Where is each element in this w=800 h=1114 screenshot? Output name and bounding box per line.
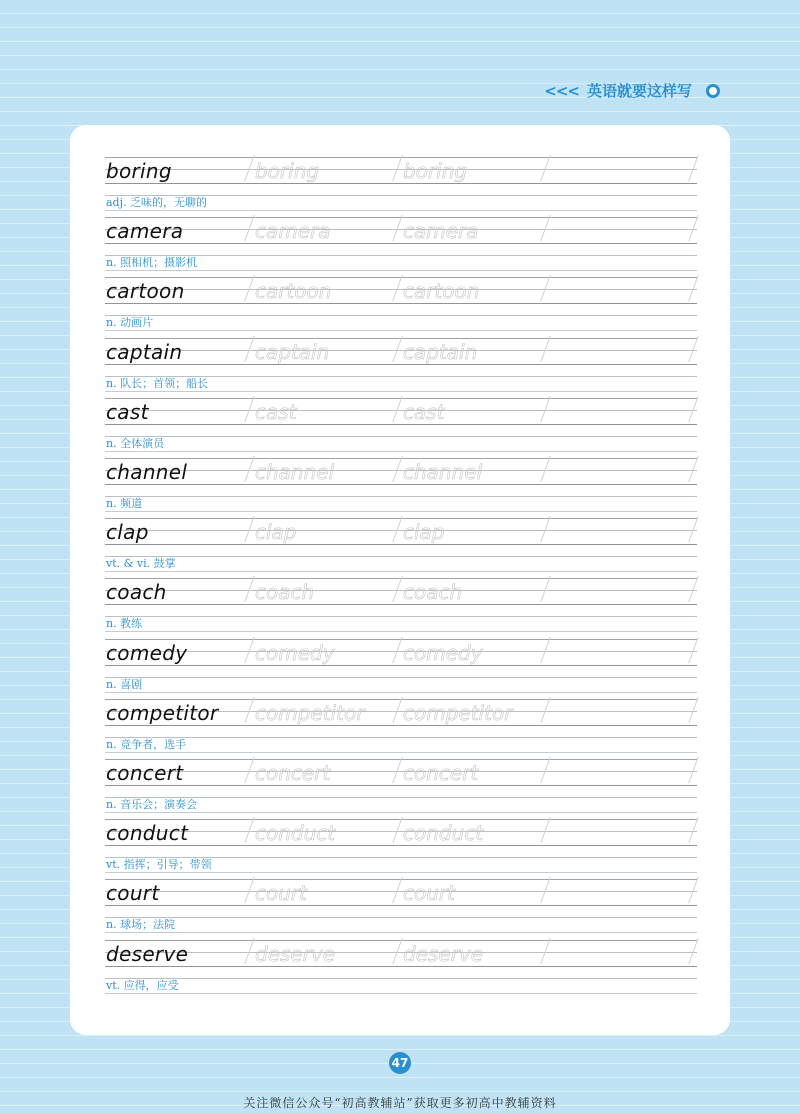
slant-divider [688,456,698,482]
vocab-entry [105,574,697,634]
slant-divider [244,877,254,903]
vocab-entry [105,153,697,213]
slant-divider [688,215,698,241]
vocab-meaning: n. 竞争者，选手 [106,737,187,751]
vocab-word: channel [106,460,188,484]
slant-divider [540,637,550,663]
guide-line [105,289,697,290]
vocab-meaning: n. 喜剧 [106,677,143,691]
guide-line [105,183,697,184]
slant-divider [540,396,550,422]
slant-divider [540,576,550,602]
header-arrows: <<< [544,81,579,100]
tracing-word: deserve [255,941,336,966]
vocab-meaning: n. 球场；法院 [106,918,176,932]
slant-divider [688,697,698,723]
slant-divider [392,336,402,362]
tracing-word: boring [403,159,468,183]
vocab-entry [105,394,697,454]
guide-line [105,845,697,846]
guide-line [105,966,697,967]
slant-divider [244,938,254,964]
guide-line [105,511,697,512]
tracing-word: cartoon [255,279,332,304]
guide-line [105,831,697,832]
vocab-entry [105,454,697,514]
tracing-word: comedy [403,640,483,665]
tracing-word: cast [255,399,297,424]
vocab-word: competitor [106,700,219,725]
slant-divider [540,877,550,903]
tracing-word: competitor [403,700,513,725]
footer-note: 关注微信公众号“初高教辅站”获取更多初高中教辅资料 [243,1096,557,1110]
guide-line [105,364,697,365]
guide-line [105,229,697,230]
guide-line [105,544,697,545]
vocab-word: camera [106,219,184,244]
guide-line [105,484,697,485]
slant-divider [244,396,254,422]
guide-line [105,169,697,170]
slant-divider [540,817,550,843]
worksheet-card [70,125,730,1035]
guide-line [105,978,697,979]
slant-divider [392,757,402,783]
vocab-word: boring [106,159,172,183]
vocab-entry [105,695,697,755]
slant-divider [688,275,698,301]
slant-divider [688,938,698,964]
guide-line [105,243,697,244]
slant-divider [244,576,254,602]
tracing-word: camera [255,219,331,244]
tracing-word: captain [255,339,330,364]
tracing-word: camera [403,219,479,244]
slant-divider [392,155,402,181]
guide-line [105,590,697,591]
guide-line [105,303,697,304]
slant-divider [688,576,698,602]
header-title: 英语就要这样写 [586,82,692,100]
slant-divider [392,275,402,301]
slant-divider [392,456,402,482]
tracing-word: channel [255,460,335,484]
slant-divider [688,516,698,542]
vocab-word: conduct [106,821,189,846]
guide-line [105,604,697,605]
vocab-meaning: vt. & vi. 鼓掌 [106,557,176,571]
guide-line [105,917,697,918]
tracing-word: comedy [255,640,335,665]
guide-line [105,315,697,316]
slant-divider [540,697,550,723]
slant-divider [392,215,402,241]
guide-line [105,556,697,557]
guide-line [105,872,697,873]
slant-divider [392,576,402,602]
tracing-word: concert [255,761,331,785]
slant-divider [540,336,550,362]
vocab-entry [105,755,697,815]
guide-line [105,530,697,531]
slant-divider [244,637,254,663]
slant-divider [540,275,550,301]
vocab-meaning: vt. 应得，应受 [106,978,179,992]
tracing-word: coach [255,580,315,605]
slant-divider [244,456,254,482]
ring-dot-icon [706,84,720,98]
tracing-word: court [403,881,455,906]
slant-divider [392,877,402,903]
vocab-entry [105,334,697,394]
guide-line [105,752,697,753]
slant-divider [244,215,254,241]
vocab-meaning: adj. 乏味的，无聊的 [106,196,208,209]
tracing-word: competitor [255,700,365,725]
slant-divider [688,396,698,422]
vocab-entry [105,815,697,875]
slant-divider [392,697,402,723]
tracing-word: conduct [255,821,336,846]
guide-line [105,905,697,906]
guide-line [105,496,697,497]
slant-divider [688,757,698,783]
page-number: 47 [389,1052,411,1074]
vocab-meaning: n. 队长；首领；船长 [106,376,209,390]
slant-divider [688,637,698,663]
guide-line [105,812,697,813]
tracing-word: cast [403,399,445,424]
slant-divider [688,336,698,362]
vocab-word: coach [106,580,167,605]
guide-line [105,737,697,738]
vocab-entry [105,936,697,996]
vocab-entry [105,273,697,333]
slant-divider [688,877,698,903]
guide-line [105,451,697,452]
vocab-word: cartoon [106,279,185,304]
vocab-word: cast [106,399,149,424]
guide-line [105,952,697,953]
vocab-meaning: n. 教练 [106,617,143,631]
slant-divider [244,155,254,181]
slant-divider [392,817,402,843]
vocab-meaning: vt. 指挥；引导；带领 [106,858,212,872]
vocab-word: clap [106,520,149,545]
slant-divider [392,516,402,542]
vocab-word: concert [106,761,184,785]
guide-line [105,771,697,772]
vocab-meaning: n. 动画片 [106,316,154,330]
slant-divider [392,938,402,964]
guide-line [105,350,697,351]
slant-divider [540,456,550,482]
vocab-word: captain [106,339,183,364]
guide-line [105,270,697,271]
guide-line [105,891,697,892]
guide-line [105,410,697,411]
slant-divider [540,757,550,783]
vocab-entry [105,213,697,273]
slant-divider [540,155,550,181]
vocab-meaning: n. 音乐会；演奏会 [106,798,198,811]
tracing-word: clap [403,520,445,545]
guide-line [105,692,697,693]
slant-divider [244,817,254,843]
slant-divider [540,215,550,241]
slant-divider [540,938,550,964]
slant-divider [244,516,254,542]
guide-line [105,616,697,617]
guide-line [105,993,697,994]
guide-line [105,631,697,632]
tracing-word: court [255,881,307,906]
guide-line [105,571,697,572]
tracing-word: cartoon [403,279,480,304]
slant-divider [244,757,254,783]
slant-divider [688,817,698,843]
section-header [544,80,720,101]
tracing-word: conduct [403,821,484,846]
tracing-word: concert [403,761,479,785]
guide-line [105,436,697,437]
tracing-word: coach [403,580,463,605]
vocab-entry [105,875,697,935]
vocab-meaning: n. 照相机；摄影机 [106,256,198,270]
slant-divider [540,516,550,542]
guide-line [105,391,697,392]
slant-divider [392,637,402,663]
slant-divider [392,396,402,422]
vocab-meaning: n. 全体演员 [106,436,165,450]
tracing-word: deserve [403,941,484,966]
vocab-meaning: n. 频道 [106,497,143,510]
vocab-word: deserve [106,941,189,966]
vocab-word: court [106,881,160,906]
guide-line [105,470,697,471]
vocab-word: comedy [106,640,188,665]
guide-line [105,665,697,666]
tracing-word: captain [403,339,478,364]
slant-divider [688,155,698,181]
guide-line [105,785,697,786]
guide-line [105,677,697,678]
vocab-entry [105,514,697,574]
guide-line [105,210,697,211]
slant-divider [244,697,254,723]
tracing-word: clap [255,520,297,545]
guide-line [105,330,697,331]
guide-line [105,424,697,425]
tracing-word: channel [403,460,483,484]
slant-divider [244,336,254,362]
vocab-entry [105,635,697,695]
guide-line [105,932,697,933]
slant-divider [244,275,254,301]
tracing-word: boring [255,159,320,183]
guide-line [105,651,697,652]
